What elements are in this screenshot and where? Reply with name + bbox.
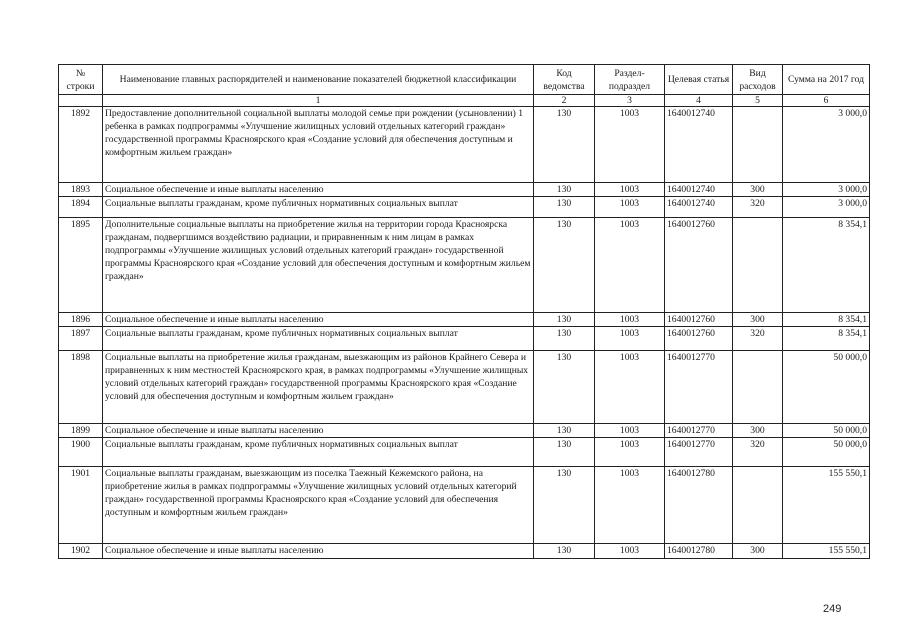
- row-name: Предоставление дополнительной социальной выплаты молодой семье при рождении (усыновлении) 1 ребенка в рамках подпрограммы «Улучшение жилищных условий отдельных категорий граждан» государственной программы Красноярского края «Создание условий для обеспечения доступным и комфортным жильем граждан»: [103, 107, 534, 183]
- section-code: 1003: [595, 424, 665, 438]
- header-department-code: Код ведомства: [534, 65, 595, 95]
- sum-value: 8 354,1: [783, 218, 870, 313]
- section-code: 1003: [595, 351, 665, 424]
- table-row: [59, 438, 870, 467]
- column-number: [59, 95, 103, 107]
- department-code: 130: [534, 438, 595, 467]
- expense-kind: 300: [733, 313, 783, 327]
- row-name: Социальные выплаты гражданам, кроме публичных нормативных социальных выплат: [103, 327, 534, 351]
- target-article: 1640012740: [665, 197, 733, 218]
- row-name: Социальное обеспечение и иные выплаты населению: [103, 424, 534, 438]
- row-number: 1896: [59, 313, 103, 327]
- department-code: 130: [534, 351, 595, 424]
- table-body: [59, 107, 870, 559]
- table-row: [59, 424, 870, 438]
- expense-kind: [733, 351, 783, 424]
- row-name: Социальное обеспечение и иные выплаты населению: [103, 313, 534, 327]
- table-row: [59, 107, 870, 183]
- column-number: 3: [595, 95, 665, 107]
- table-row: [59, 197, 870, 218]
- department-code: 130: [534, 197, 595, 218]
- target-article: 1640012740: [665, 183, 733, 197]
- section-code: 1003: [595, 183, 665, 197]
- row-number: 1892: [59, 107, 103, 183]
- page-number: 249: [823, 603, 842, 615]
- department-code: 130: [534, 313, 595, 327]
- expense-kind: [733, 218, 783, 313]
- row-name: Социальное обеспечение и иные выплаты населению: [103, 544, 534, 559]
- row-number: 1895: [59, 218, 103, 313]
- row-name: Социальные выплаты гражданам, кроме публичных нормативных социальных выплат: [103, 438, 534, 467]
- department-code: 130: [534, 327, 595, 351]
- department-code: 130: [534, 467, 595, 544]
- sum-value: 155 550,1: [783, 544, 870, 559]
- sum-value: 50 000,0: [783, 351, 870, 424]
- expense-kind: 320: [733, 327, 783, 351]
- sum-value: 3 000,0: [783, 183, 870, 197]
- header-section: Раздел-подраздел: [595, 65, 665, 95]
- expense-kind: 300: [733, 544, 783, 559]
- expense-kind: 300: [733, 183, 783, 197]
- sum-value: 3 000,0: [783, 107, 870, 183]
- row-number: 1899: [59, 424, 103, 438]
- sum-value: 50 000,0: [783, 438, 870, 467]
- row-name: Дополнительные социальные выплаты на приобретение жилья на территории города Красноярска гражданам, подвергшимся воздействию радиации, и приравненным к ним лицам в рамках подпрограммы «Улучшение жилищных условий отдельных категорий граждан» государственной программы Красноярского края «Создание условий для обеспечения доступным и комфортным жильем граждан»: [103, 218, 534, 313]
- sum-value: 50 000,0: [783, 424, 870, 438]
- section-code: 1003: [595, 544, 665, 559]
- sum-value: 155 550,1: [783, 467, 870, 544]
- header-target-article: Целевая статья: [665, 65, 733, 95]
- sum-value: 8 354,1: [783, 327, 870, 351]
- section-code: 1003: [595, 467, 665, 544]
- row-name: Социальные выплаты гражданам, выезжающим из поселка Таежный Кежемского района, на приобретение жилья в рамках подпрограммы «Улучшение жилищных условий отдельных категорий граждан» государственной программы Красноярского края «Создание условий для обеспечения доступным и комфортным жильем граждан»: [103, 467, 534, 544]
- department-code: 130: [534, 183, 595, 197]
- row-number: 1900: [59, 438, 103, 467]
- expense-kind: [733, 467, 783, 544]
- expense-kind: 320: [733, 438, 783, 467]
- column-number-row: [59, 95, 870, 107]
- table-row: [59, 313, 870, 327]
- table-row: [59, 183, 870, 197]
- target-article: 1640012770: [665, 351, 733, 424]
- section-code: 1003: [595, 107, 665, 183]
- row-name: Социальные выплаты гражданам, кроме публичных нормативных социальных выплат: [103, 197, 534, 218]
- column-number: 4: [665, 95, 733, 107]
- header-expense-kind: Вид расходов: [733, 65, 783, 95]
- sum-value: 3 000,0: [783, 197, 870, 218]
- section-code: 1003: [595, 218, 665, 313]
- column-number: 6: [783, 95, 870, 107]
- table-row: [59, 467, 870, 544]
- target-article: 1640012780: [665, 544, 733, 559]
- sum-value: 8 354,1: [783, 313, 870, 327]
- department-code: 130: [534, 218, 595, 313]
- section-code: 1003: [595, 197, 665, 218]
- target-article: 1640012760: [665, 313, 733, 327]
- row-name: Социальное обеспечение и иные выплаты населению: [103, 183, 534, 197]
- section-code: 1003: [595, 327, 665, 351]
- row-number: 1893: [59, 183, 103, 197]
- column-number: 5: [733, 95, 783, 107]
- row-number: 1897: [59, 327, 103, 351]
- row-number: 1898: [59, 351, 103, 424]
- header-name: Наименование главных распорядителей и наименование показателей бюджетной классификации: [103, 65, 534, 95]
- target-article: 1640012740: [665, 107, 733, 183]
- expense-kind: 320: [733, 197, 783, 218]
- department-code: 130: [534, 424, 595, 438]
- expense-kind: 300: [733, 424, 783, 438]
- table-row: [59, 218, 870, 313]
- section-code: 1003: [595, 313, 665, 327]
- column-number: 2: [534, 95, 595, 107]
- header-sum: Сумма на 2017 год: [783, 65, 870, 95]
- section-code: 1003: [595, 438, 665, 467]
- department-code: 130: [534, 107, 595, 183]
- target-article: 1640012760: [665, 218, 733, 313]
- expense-kind: [733, 107, 783, 183]
- budget-table: [58, 64, 870, 559]
- header-row-number: № строки: [59, 65, 103, 95]
- table-row: [59, 327, 870, 351]
- target-article: 1640012770: [665, 438, 733, 467]
- row-number: 1901: [59, 467, 103, 544]
- table-row: [59, 544, 870, 559]
- header-row: [59, 65, 870, 95]
- table-row: [59, 351, 870, 424]
- target-article: 1640012780: [665, 467, 733, 544]
- row-number: 1902: [59, 544, 103, 559]
- department-code: 130: [534, 544, 595, 559]
- target-article: 1640012770: [665, 424, 733, 438]
- column-number: 1: [103, 95, 534, 107]
- row-number: 1894: [59, 197, 103, 218]
- target-article: 1640012760: [665, 327, 733, 351]
- row-name: Социальные выплаты на приобретение жилья гражданам, выезжающим из районов Крайнего Севера и приравненных к ним местностей Красноярского края, в рамках подпрограммы «Улучшение жилищных условий отдельных категорий граждан» государственной программы Красноярского края «Создание условий для обеспечения доступным и комфортным жильем граждан»: [103, 351, 534, 424]
